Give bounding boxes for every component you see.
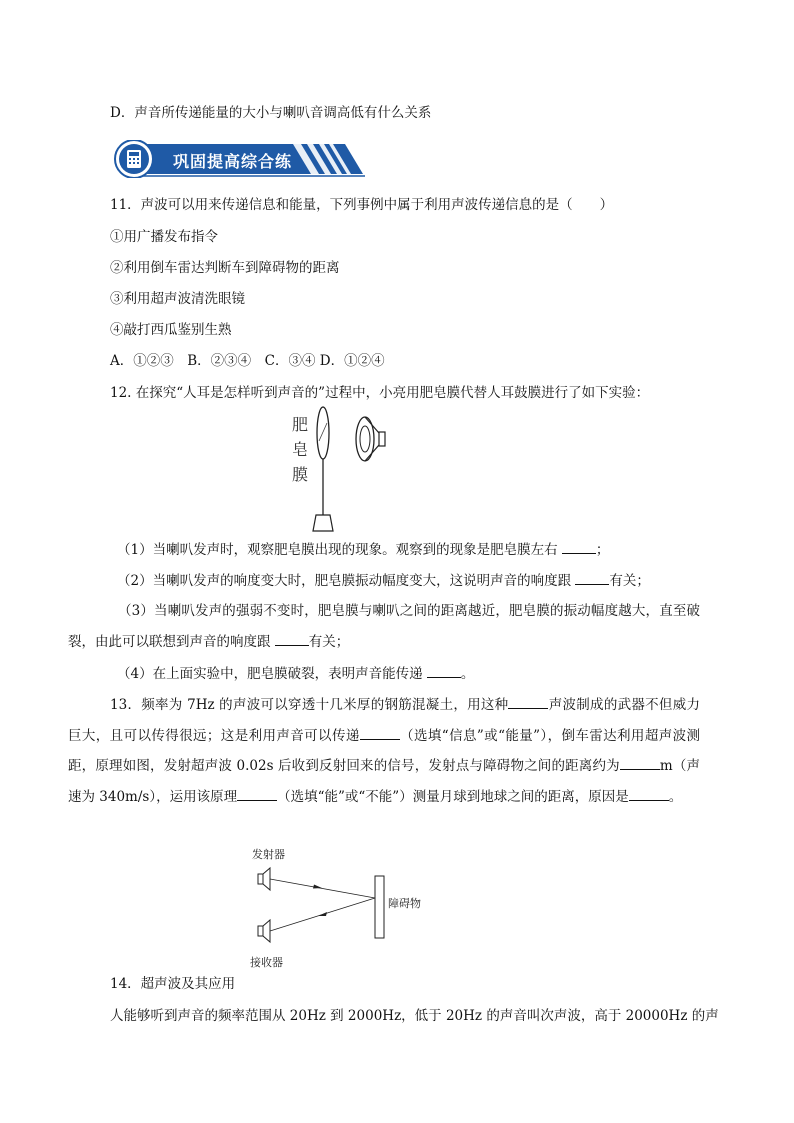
banner-title: 巩固提高综合练	[173, 152, 293, 171]
q12-part-2-text: （2）当喇叭发声的响度变大时，肥皂膜振动幅度变大，这说明声音的响度跟	[117, 573, 572, 589]
receiver-speaker-icon	[258, 920, 270, 942]
speaker-icon	[356, 417, 385, 461]
calculator-icon	[127, 150, 141, 168]
q12-stem: 12. 在探究“人耳是怎样听到声音的”过程中，小亮用肥皂膜代替人耳鼓膜进行了如下实验：	[110, 385, 650, 401]
q12-part-1	[117, 541, 609, 559]
q11-item-4: ④敲打西瓜鉴别生熟	[110, 322, 232, 338]
q12-part-1-end: ；	[595, 542, 610, 558]
q11-item-2: ②利用倒车雷达判断车到障碍物的距离	[110, 260, 340, 276]
receiver-label: 接收器	[250, 956, 283, 969]
emitter-label: 发射器	[252, 848, 285, 861]
obstacle-label: 障碍物	[388, 897, 421, 910]
q14-title: 14．超声波及其应用	[110, 976, 236, 992]
answer-blank[interactable]	[237, 788, 277, 801]
answer-blank[interactable]	[620, 757, 660, 770]
q12-part-4-end: 。	[460, 666, 475, 682]
soap-film-label: 肥皂膜	[292, 415, 309, 484]
q13-s3: （选填“信息”或“能量”），倒车雷达利用超声波测距，原理如图，发射超声波 0.02s 后收到反射回来的信号，发射点与障碍物之间的距离约为	[68, 727, 700, 774]
q13-s6: 。	[668, 788, 683, 805]
q13-text	[68, 690, 700, 812]
option-d: D．声音所传递能量的大小与喇叭音调高低有什么关系	[110, 105, 432, 121]
soap-film	[317, 407, 329, 459]
answer-blank[interactable]	[508, 696, 548, 709]
q11-options: A．①②③ B．②③④ C．③④ D．①②④	[110, 353, 385, 369]
q13-s2: 声波制成的武器不但威力巨大，且可以传得很远；这是利用声音可以传递	[68, 697, 700, 744]
answer-blank[interactable]	[562, 541, 596, 554]
q11-item-1: ①用广播发布指令	[110, 229, 218, 245]
q12-part-3-text: （3）当喇叭发声的强弱不变时，肥皂膜与喇叭之间的距离越近，肥皂膜的振动幅度越大，直至破裂，由此可以联想到声音的响度跟	[68, 603, 700, 650]
answer-blank[interactable]	[360, 727, 400, 740]
q11-item-3: ③利用超声波清洗眼镜	[110, 291, 245, 307]
section-banner	[113, 140, 365, 178]
q12-part-2	[117, 572, 650, 590]
answer-blank[interactable]	[575, 572, 609, 585]
q13-s5: （选填“能”或“不能”）测量月球到地球之间的距离，原因是	[277, 788, 629, 805]
emitter-speaker-icon	[258, 868, 270, 890]
q13-s4: m（声速为 340m/s），运用该原理	[68, 758, 700, 805]
q12-part-4-text: （4）在上面实验中，肥皂膜破裂，表明声音能传递	[117, 666, 423, 682]
q12-part-3-end: 有关；	[308, 634, 350, 650]
answer-blank[interactable]	[427, 665, 461, 678]
soap-film-figure	[305, 405, 425, 535]
q12-part-4	[117, 665, 474, 683]
q11-stem: 11．声波可以用来传递信息和能量，下列事例中属于利用声波传递信息的是（ ）	[110, 197, 614, 213]
q12-part-2-end: 有关；	[609, 573, 650, 589]
radar-diagram	[250, 860, 400, 960]
q12-part-3	[68, 596, 700, 658]
q12-part-1-text: （1）当喇叭发声时，观察肥皂膜出现的现象。观察到的现象是肥皂膜左右	[117, 542, 558, 558]
answer-blank[interactable]	[629, 788, 669, 801]
obstacle-wall	[375, 876, 384, 938]
answer-blank[interactable]	[275, 633, 309, 646]
stand-base	[313, 515, 333, 531]
q13-s1: 13．频率为 7Hz 的声波可以穿透十几米厚的钢筋混凝土，用这种	[110, 697, 509, 713]
q14-body: 人能够听到声音的频率范围从 20Hz 到 2000Hz，低于 20Hz 的声音叫次声波，高于 20000Hz 的声	[110, 1008, 719, 1024]
